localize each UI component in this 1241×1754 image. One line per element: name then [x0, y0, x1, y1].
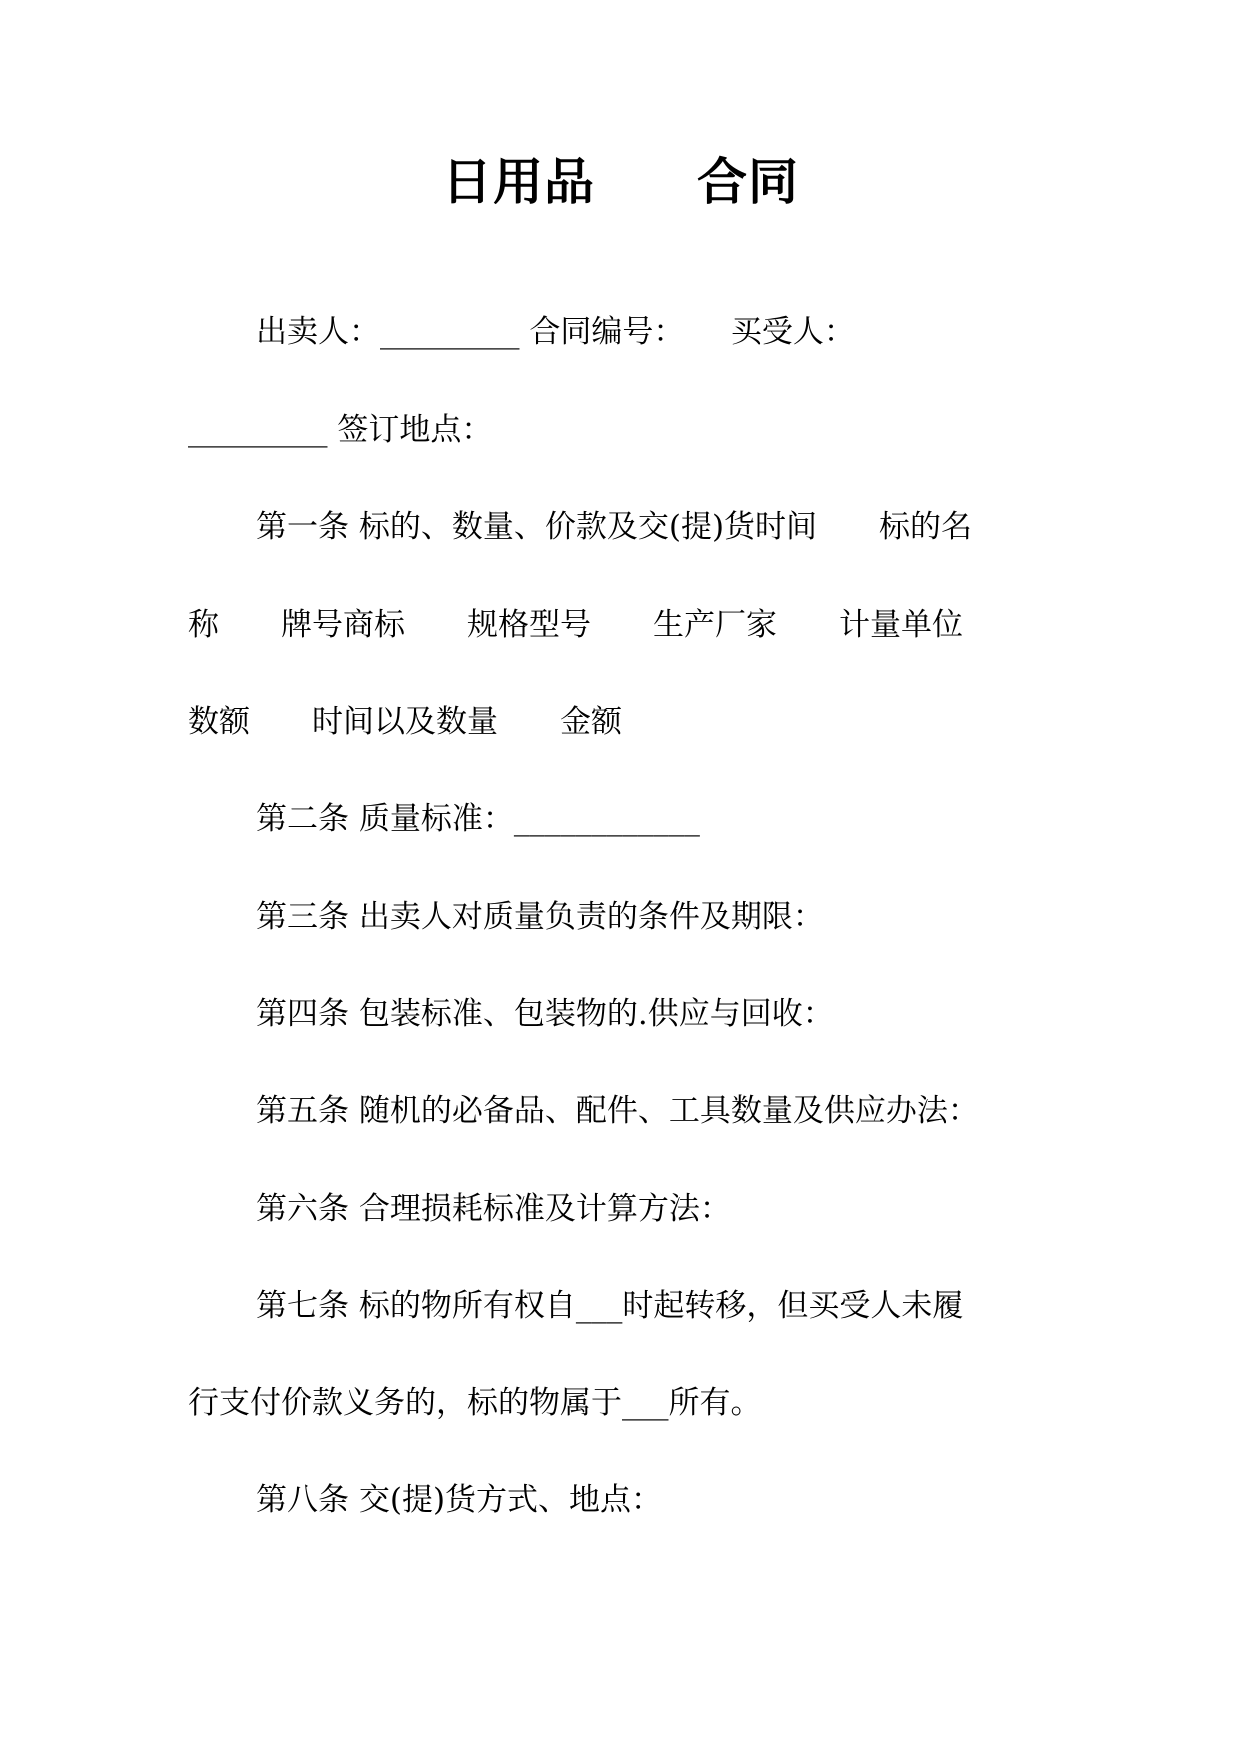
article-8-line: 第八条 交(提)货方式、地点： [256, 1482, 663, 1518]
article-1-columns-line-2: 数额 时间以及数量 金额 [188, 704, 622, 740]
signing-place-line: _________ 签订地点： [188, 412, 493, 448]
parties-line: 出卖人：_________ 合同编号： 买受人： [256, 314, 855, 350]
article-1-line: 第一条 标的、数量、价款及交(提)货时间 标的名 [256, 509, 973, 545]
article-7-continuation-line: 行支付价款义务的，标的物属于___所有。 [188, 1385, 762, 1421]
article-5-line: 第五条 随机的必备品、配件、工具数量及供应办法： [256, 1093, 979, 1129]
article-4-line: 第四条 包装标准、包装物的.供应与回收： [256, 996, 834, 1032]
article-3-line: 第三条 出卖人对质量负责的条件及期限： [256, 899, 824, 935]
article-7-line: 第七条 标的物所有权自___时起转移，但买受人未履 [256, 1288, 964, 1324]
article-2-line: 第二条 质量标准：____________ [256, 801, 700, 837]
article-1-columns-line: 称 牌号商标 规格型号 生产厂家 计量单位 [188, 607, 963, 643]
document-title: 日用品 合同 [442, 153, 799, 211]
article-6-line: 第六条 合理损耗标准及计算方法： [256, 1191, 731, 1227]
